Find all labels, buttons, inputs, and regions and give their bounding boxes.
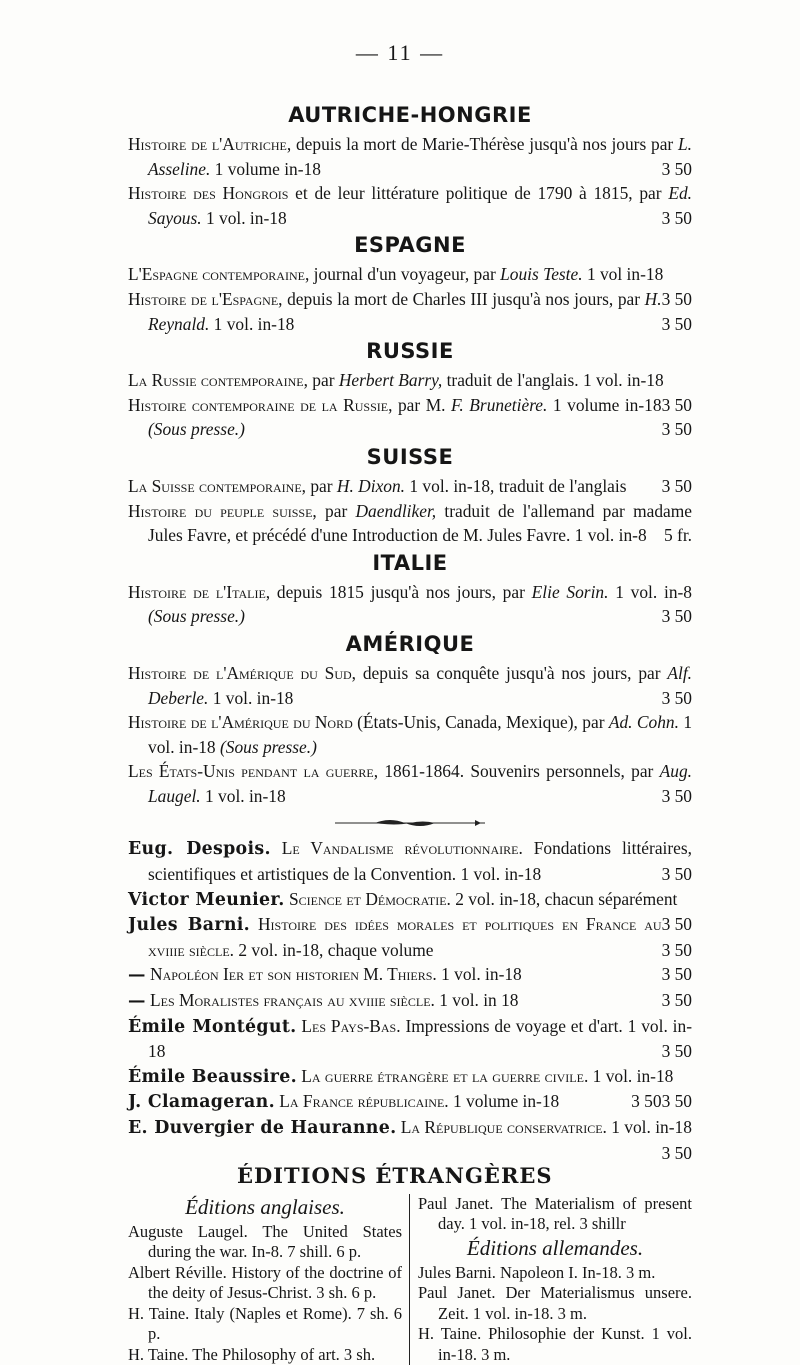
entry-author: Elie Sorin.	[531, 581, 609, 602]
entry-text	[128, 988, 692, 1014]
entry-text	[128, 661, 692, 710]
entry-desc: depuis la mort de Charles III jusqu'à nos jours, par	[282, 288, 645, 309]
entry-author: H. Reynald.	[148, 288, 662, 334]
entry-desc: journal d'un voyageur, par	[309, 264, 501, 285]
entry-desc: par	[316, 500, 356, 521]
entry-author: J. Clamageran.	[128, 1092, 275, 1113]
entry-author: Jules Barni.	[128, 915, 251, 936]
editions-etrangeres-title: ÉDITIONS ÉTRANGÈRES	[236, 1162, 553, 1188]
entry-title: Histoire des idées morales et politiques en France au xviiie siècle.	[148, 914, 662, 960]
entry-text	[128, 1089, 692, 1115]
catalogue-entry	[128, 132, 692, 181]
entry-format: Impressions de voyage et d'art. 1 vol. in-18	[148, 1015, 692, 1062]
entry-desc: 1861-1864. Souvenirs personnels, par	[378, 761, 660, 782]
entry-price: 3 50	[661, 419, 692, 440]
edition-item: H. Taine. Philosophie der Kunst. 1 vol. in-18. 3 m.	[418, 1324, 692, 1364]
ornament-divider	[128, 816, 692, 830]
entry-title: Histoire de l'Espagne,	[128, 288, 283, 309]
entry-text	[128, 580, 692, 629]
entry-format: 1 vol in-18	[582, 264, 664, 285]
entry-title: La République conservatrice.	[396, 1117, 607, 1137]
entry-title: Les Moralistes français au xviiie siècle.	[145, 990, 435, 1011]
entry-title: Le Vandalisme révolutionnaire.	[270, 838, 523, 859]
entry-desc: et de leur littérature politique de 1790 à 1815, par	[288, 183, 669, 204]
entry-title: Les États-Unis pendant la guerre,	[128, 761, 379, 782]
entry-format: 1 vol. in-18	[606, 1117, 692, 1137]
entry-format: 1 vol. in 18	[434, 990, 519, 1011]
entry-price: 3 50	[661, 939, 692, 960]
entry-desc: depuis la mort de Marie-Thérèse jusqu'à nos jours par	[291, 134, 678, 154]
entry-price: 3 50	[661, 864, 692, 885]
catalogue-entry	[128, 710, 692, 759]
entry-price: 3 50	[661, 313, 692, 334]
entry-title: Histoire de l'Amérique du Nord	[128, 712, 353, 733]
entry-author: —	[128, 965, 146, 986]
catalogue-entry	[128, 1089, 692, 1115]
entry-desc: depuis 1815 jusqu'à nos jours, par	[270, 581, 532, 602]
entry-format: 1 volume in-18	[448, 1091, 560, 1112]
edition-item: Paul Janet. The Materialism of present day. 1 vol. in-18, rel. 3 shillr	[418, 1193, 692, 1234]
entry-price: 3 50	[661, 1142, 692, 1163]
english-editions-heading: Éditions anglaises.	[185, 1194, 345, 1219]
entry-text	[128, 836, 692, 886]
entry-format: 1 vol. in-18	[209, 313, 295, 334]
catalogue-entry	[128, 181, 692, 230]
entry-format: 1 vol. in-18	[208, 687, 294, 708]
entry-title: La Russie contemporaine,	[128, 370, 308, 391]
german-editions-heading: Éditions allemandes.	[466, 1235, 644, 1260]
entry-author: Aug. Laugel.	[148, 761, 692, 806]
catalogue-entry	[128, 988, 692, 1014]
entry-author: Victor Meunier.	[128, 889, 285, 910]
entry-format: Fondations littéraires, scientifiques et artistiques de la Convention. 1 vol. in-18	[148, 838, 692, 885]
entry-desc: par M.	[392, 394, 452, 415]
catalogue-entry	[128, 1115, 692, 1163]
entry-format: traduit de l'anglais. 1 vol. in-18	[442, 370, 664, 391]
catalogue-entry	[128, 912, 692, 962]
entry-title: La France républicaine.	[274, 1091, 449, 1112]
entry-price: 3 50	[661, 606, 692, 627]
catalogue-entry	[128, 759, 692, 808]
entry-title: Histoire contemporaine de la Russie,	[128, 394, 393, 415]
section-heading: SUISSE	[366, 444, 454, 469]
entry-price: 3 50	[661, 990, 692, 1011]
entry-text	[128, 132, 692, 181]
entry-title: Les Pays-Bas.	[296, 1015, 401, 1036]
entry-format: 1 vol. in-18	[436, 964, 522, 985]
entry-note: (Sous presse.)	[148, 606, 245, 627]
edition-item: Paul Janet. Der Materialismus unsere. Zeit. 1 vol. in-18. 3 m.	[418, 1283, 692, 1323]
entry-price: 3 50	[661, 914, 692, 935]
entry-format: 1 vol. in-18	[148, 712, 693, 757]
entry-author: Daendliker,	[355, 500, 437, 521]
edition-item: Jules Barni. Napoleon I. In-18. 3 m.	[418, 1262, 656, 1282]
catalogue-entry	[128, 393, 692, 442]
entry-author: —	[128, 991, 146, 1012]
entry-price: 3 50	[661, 687, 692, 708]
edition-item: Albert Réville. History of the doctrine of the deity of Jesus-Christ. 3 sh. 6 p.	[128, 1262, 402, 1303]
section-heading: AMÉRIQUE	[345, 631, 475, 656]
edition-item: Auguste Laugel. The United States during the war. In-8. 7 shill. 6 p.	[128, 1221, 402, 1262]
entry-format: traduit de l'allemand par madame Jules Favre, et précédé d'une Introduction de M. Jules Favre. 1 vol. in-8	[148, 500, 692, 546]
entry-title: Histoire du peuple suisse,	[128, 500, 317, 521]
edition-item: H. Taine. The Philosophy of art. 3 sh.	[128, 1344, 376, 1364]
entry-price: 3 50	[661, 158, 692, 179]
entry-price: 3 50	[661, 394, 692, 415]
entry-desc: (États-Unis, Canada, Mexique), par	[352, 712, 609, 733]
german-editions-column	[410, 1194, 692, 1365]
entry-title: L'Espagne contemporaine,	[128, 264, 310, 285]
catalogue-entry	[128, 1014, 692, 1064]
entry-note: (Sous presse.)	[215, 736, 317, 757]
entry-text	[128, 474, 692, 499]
entry-price: 3 50	[661, 1091, 692, 1112]
edition-item: H. Taine. Italy (Naples et Rome). 7 sh. 6 p.	[128, 1303, 402, 1344]
entry-title: Histoire de l'Amérique du Sud,	[128, 662, 357, 683]
section-heading: ESPAGNE	[354, 233, 466, 258]
entry-text	[128, 962, 692, 988]
english-editions-column	[128, 1194, 410, 1365]
entry-author: Ed. Sayous.	[148, 183, 692, 228]
entry-author: Ad. Cohn.	[608, 712, 679, 733]
entry-title: La guerre étrangère et la guerre civile.	[296, 1065, 589, 1086]
entry-price: 3 50	[631, 1091, 662, 1112]
entry-format: 2 vol. in-18, chaque volume	[234, 939, 434, 960]
catalogue-entry	[128, 661, 692, 710]
section-heading: ITALIE	[372, 550, 448, 575]
entry-text	[128, 287, 692, 336]
entry-price: 3 50	[661, 964, 692, 985]
entry-price: 3 50	[661, 207, 692, 228]
entry-author: F. Brunetière.	[451, 394, 548, 415]
entry-text	[128, 181, 692, 230]
section-heading: RUSSIE	[366, 339, 454, 364]
catalogue-entry	[128, 499, 692, 548]
entry-format: 1 vol. in-18, traduit de l'anglais	[405, 475, 627, 496]
page-number: — 11 —	[355, 40, 445, 65]
entry-author: Émile Beaussire.	[128, 1066, 297, 1087]
entry-author: Louis Teste.	[500, 264, 583, 285]
catalogue-entry	[128, 580, 692, 629]
entry-text	[128, 1115, 692, 1163]
entry-text	[128, 710, 692, 759]
entry-title: Histoire des Hongrois	[128, 183, 289, 204]
section-heading: AUTRICHE-HONGRIE	[288, 103, 532, 127]
entry-title: Histoire de l'Autriche,	[128, 134, 292, 154]
entry-price: 3 50	[661, 475, 692, 496]
entry-format: 1 vol. in-8	[608, 581, 692, 602]
entry-price: 5 fr.	[663, 525, 692, 546]
entry-author: E. Duvergier de Hauranne.	[128, 1118, 397, 1138]
editions-columns	[128, 1194, 692, 1365]
catalogue-entry	[128, 962, 692, 988]
entry-author: H. Dixon.	[336, 475, 406, 496]
entry-author: Émile Montégut.	[128, 1016, 297, 1037]
entry-text	[128, 1014, 692, 1064]
entry-price: 3 50	[661, 1041, 692, 1062]
entry-format: 1 vol. in-18	[588, 1065, 674, 1086]
entry-text	[128, 499, 692, 548]
entry-format: 1 vol. in-18	[201, 207, 287, 228]
entry-author: Eug. Despois.	[128, 839, 271, 860]
entry-desc: par	[307, 370, 339, 391]
entry-price: 3 50	[661, 288, 692, 309]
entry-format: 1 volume in-18	[547, 394, 662, 415]
entry-desc: depuis sa conquête jusqu'à nos jours, par	[356, 662, 668, 683]
entry-title: Napoléon Ier et son historien M. Thiers.	[145, 964, 437, 985]
entry-text	[128, 912, 692, 962]
entry-author: Alf. Deberle.	[148, 662, 692, 708]
entry-note: (Sous presse.)	[148, 419, 245, 440]
entry-title: La Suisse contemporaine,	[128, 475, 307, 496]
catalogue-entry	[128, 287, 692, 336]
entry-author: Herbert Barry,	[338, 370, 443, 391]
entry-text	[128, 393, 692, 442]
entry-text	[128, 759, 692, 808]
entry-format: 1 volume in-18	[210, 158, 321, 179]
catalogue-entry	[128, 836, 692, 886]
catalogue-entry	[128, 474, 692, 499]
entry-author: L. Asseline.	[148, 134, 692, 179]
entry-format: 2 vol. in-18, chacun séparément	[450, 888, 678, 909]
entry-format: 1 vol. in-18	[200, 785, 286, 806]
entry-desc: par	[306, 475, 337, 496]
entry-title: Science et Démocratie.	[284, 888, 451, 909]
entry-price: 3 50	[661, 785, 692, 806]
catalogue-main	[128, 100, 692, 1365]
entry-title: Histoire de l'Italie,	[128, 581, 271, 602]
